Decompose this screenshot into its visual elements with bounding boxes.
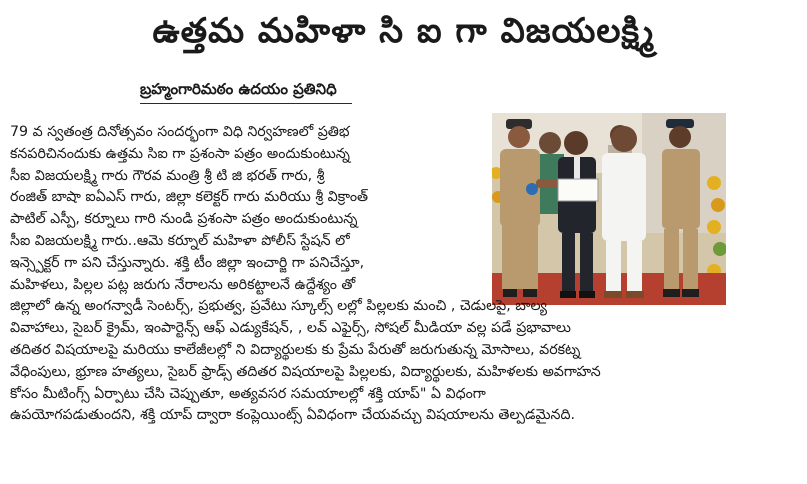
article-body-line: తదితర విషయాలపై మరియు కాలేజీలల్లో ని విద్యార్థులకు కు ప్రేమ పేరుతో జరుగుతున్న మోసాలు, వరకట్న (10, 341, 581, 358)
article-body-line: ఇన్స్పెక్టర్ గా పని చేస్తున్నారు. శక్తి టీం జిల్లా ఇంచార్జి గా పనిచేస్తూ, (10, 254, 365, 271)
article-body-line: ఉపయోగపడుతుందని, శక్తి యాప్ ద్వారా కంప్లెయింట్స్ ఏవిధంగా చేయవచ్చు విషయాలను తెల్పడమైనది. (10, 407, 575, 424)
article-body-line: వేధింపులు, భ్రూణ హత్యలు, సైబర్ ఫ్రాడ్స్ తదితర విషయాలపై పిల్లలకు, విద్యార్థులకు, మహిళలకు అవగాహన (10, 363, 601, 380)
article-body-line: మహిళలు, పిల్లల పట్ల జరుగు నేరాలను అరికట్టాలనే ఉద్దేశ్యం తో (10, 276, 356, 293)
article-body-line: వివాహాలు, సైబర్ క్రైమ్, ఇంపార్టెన్స్ ఆఫ్ ఎడ్యుకేషన్, , లవ్ ఎఫైర్స్, సోషల్ మీడియా వల్ల పడే ప్రభావాలు (10, 320, 571, 337)
article-body-line: సీఐ విజయలక్ష్మి గారు గౌరవ మంత్రి శ్రీ టి జి భరత్ గారు, శ్రీ (10, 167, 325, 184)
byline-underline (140, 103, 352, 104)
article-body-line: జిల్లాలో ఉన్న అంగన్వాడీ సెంటర్స్, ప్రభుత్వ, ప్రవేటు స్కూల్స్ లల్లో పిల్లలకు మంచి , చెడులపై, బాల్య (10, 298, 548, 315)
article-body-line: కనపరిచినందుకు ఉత్తమ సిఐ గా ప్రశంసా పత్రం అందుకుంటున్న (10, 145, 350, 162)
article-body-line: సీఐ విజయలక్ష్మి గారు..ఆమె కర్నూల్ మహిళా పోలీస్ స్టేషన్ లో (10, 232, 350, 249)
article-body-line: కోసం మీటింగ్స్ ఏర్పాటు చేసి చెప్పుతూ, అత్యవసర సమయాలల్లో శక్తి యాప్" ఏ విధంగా (10, 385, 486, 402)
article-body-line: 79 వ స్వతంత్ర దినోత్సవం సందర్భంగా విధి నిర్వహణలో ప్రతిభ (10, 124, 350, 140)
article-headline: ఉత్తమ మహిళా సి ఐ గా విజయలక్ష్మి (152, 11, 655, 51)
article-body (10, 122, 790, 427)
article-body-line: పాటిల్ ఎస్పీ, కర్నూలు గారి నుండి ప్రశంసా పత్రం అందుకుంటున్న (10, 211, 358, 228)
article-body-line: రంజిత్ బాషా ఐఏఎస్ గారు, జిల్లా కలెక్టర్ గారు మరియు శ్రీ విక్రాంత్ (10, 189, 369, 206)
article-byline: బ్రహ్మంగారిమఠం ఉదయం ప్రతినిధి (140, 80, 337, 98)
